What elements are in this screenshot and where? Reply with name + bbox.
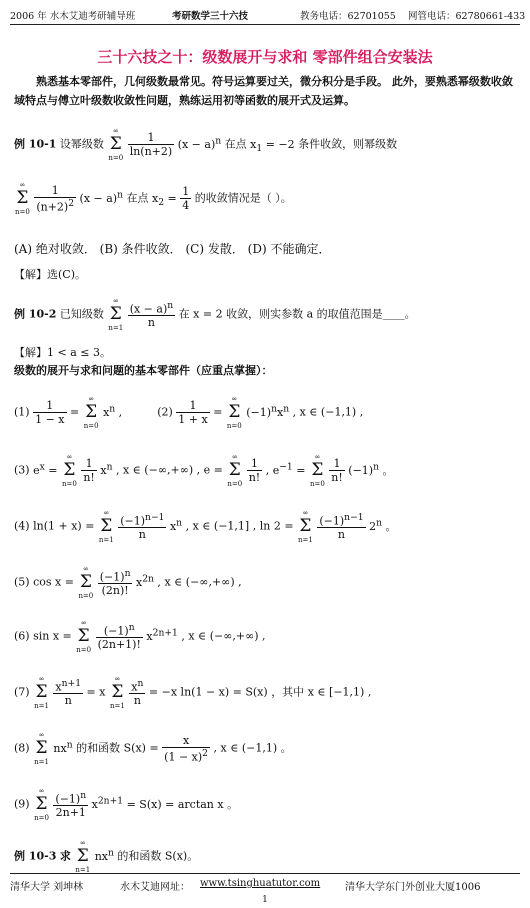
math: ln(1 + x) = [33, 519, 95, 533]
item-number: (8) [14, 741, 30, 755]
fraction: $\frac{(-1)^{n-1}}{n}$ [120, 511, 165, 542]
footer-rule [10, 873, 520, 874]
text: 的收敛情况是（ ）。 [194, 191, 292, 205]
fraction: $\frac{1}{(n+2)^2}$ [36, 183, 75, 214]
fraction: $\frac{1}{1 - x}$ [35, 399, 65, 426]
page-header [10, 6, 526, 24]
math: $(x - a)^n$ [177, 134, 222, 151]
formula-1-2: (1) $\frac{1}{1 - x}$ = ∞ Σ n=0 $x^n$ , (2) $\frac{1}{1 + x}$ = ∞ Σ n=0 $(-1)^nx^n$ , x ∈ (−1,1) , [14, 395, 364, 430]
fraction: $\frac{x}{(1 - x)^2}$ [164, 733, 208, 764]
fraction: $\frac{(-1)^{n-1}}{n}$ [319, 511, 364, 542]
math: $x^{2n+1} = S(x) = \arctan x$ 。 [91, 794, 239, 811]
interval: x ∈ (−∞,+∞) , [122, 463, 201, 477]
footer-url-link[interactable]: www.tsinghuatutor.com [200, 878, 321, 889]
math: ln 2 = [259, 519, 294, 533]
interval: x ∈ (−1,1) 。 [220, 741, 292, 755]
interval: x ∈ (−∞,+∞) , [188, 629, 266, 643]
page-number: 1 [262, 895, 268, 905]
example-10-1-line2 [14, 180, 518, 217]
fraction: $\frac{1}{4}$ [182, 185, 190, 212]
formula-5 [14, 564, 518, 601]
footer-right: 清华大学东门外创业大厦1006 [345, 882, 481, 893]
formula-6 [14, 618, 518, 655]
interval: x ∈ (−1,1) , [299, 405, 364, 419]
item-number: (7) [14, 685, 30, 699]
header-center: 考研数学三十六技 [172, 11, 249, 22]
text: 在点 [126, 191, 149, 205]
text: 的取值范围是____。 [316, 307, 416, 321]
item-number: (3) [14, 463, 30, 477]
math: $x_2$ = [152, 191, 177, 208]
math: $e^x$ = [33, 460, 58, 477]
formula-9 [14, 786, 518, 823]
formula-7 [14, 674, 518, 711]
sum-symbol: ∞ Σ n=0 [15, 181, 30, 216]
math: e = [203, 463, 223, 477]
fraction: $\frac{x^{n+1}}{n}$ [55, 677, 82, 708]
fraction: $\frac{(-1)^n}{(2n+1)!}$ [97, 621, 141, 652]
example-label: 例 10-2 [14, 307, 57, 321]
sum-symbol: ∞ Σ n=1 [34, 675, 49, 710]
page-title: 三十六技之十：级数展开与求和 零部件组合安装法 [97, 48, 433, 66]
sum-symbol: ∞ Σ n=0 [34, 787, 49, 822]
sum-symbol: ∞ Σ n=0 [227, 453, 243, 488]
sum-symbol: ∞ Σ n=1 [298, 509, 313, 544]
text: 设幂级数 [59, 137, 104, 151]
example-10-2-answer: 【解】1 < a ≤ 3。 [14, 346, 111, 359]
math: $(x - a)^n$ [79, 188, 124, 205]
math: a [306, 307, 314, 321]
math: S(x)。 [164, 849, 199, 863]
text: 条件收敛，则幂级数 [298, 137, 398, 151]
header-rule [10, 24, 520, 25]
math: 2$^n$ 。 [369, 516, 397, 533]
fraction: $\frac{1}{n!}$ [248, 457, 261, 484]
sum-symbol: ∞ Σ n=0 [76, 619, 92, 654]
math: cos x = [33, 575, 74, 589]
math: $x^n$ , [169, 516, 190, 533]
item-number: (5) [14, 575, 30, 589]
math: $x^{2n+1}$ , [146, 626, 185, 643]
fraction: $\frac{1}{\ln(n+2)}$ [129, 131, 173, 158]
math: $x_1 = -2$ [250, 137, 295, 154]
example-10-3-line [14, 838, 518, 875]
sum-symbol: ∞ Σ n=1 [34, 731, 49, 766]
text: 求 [59, 849, 71, 863]
math: x = 2 [193, 307, 223, 321]
example-label: 例 10-1 [14, 137, 57, 151]
header-left: 2006 年 水木艾迪考研辅导班 [10, 11, 136, 22]
text: 在 [178, 307, 190, 321]
sum-symbol: ∞ Σ n=0 [309, 453, 325, 488]
item-number: (2) [157, 405, 173, 419]
sum-symbol: ∞ Σ n=0 [62, 453, 77, 488]
footer-url-label: 水木艾迪网址： [120, 882, 190, 893]
math: = x [86, 685, 106, 699]
math: $nx^n$ [94, 846, 114, 863]
item-number: (9) [14, 797, 30, 811]
sum-symbol: ∞ Σ n=0 [226, 395, 242, 430]
interval: x ∈ [−1,1) , [307, 685, 372, 699]
fraction: $\frac{x^n}{n}$ [131, 677, 144, 708]
fraction: $\frac{(x - a)^n}{n}$ [129, 299, 174, 330]
sum-symbol: ∞ Σ n=1 [98, 509, 114, 544]
fraction: $\frac{1}{n!}$ [331, 457, 343, 484]
intro-paragraph: 熟悉基本零部件，几何级数最常见。符号运算要过关，微分积分是手段。 此外，要熟悉幂级数收敛域特点与傅立叶级数收敛性问题，熟练运用初等函数的展开式及运算。 [14, 75, 513, 107]
example-label: 例 10-3 [14, 849, 57, 863]
item-number: (4) [14, 519, 30, 533]
formula-3 [14, 452, 518, 489]
math: sin x = [33, 629, 72, 643]
example-10-1-line1 [14, 126, 518, 163]
sum-symbol: ∞ Σ n=0 [83, 395, 99, 430]
section-heading: 级数的展开与求和问题的基本零部件（应重点掌握）： [14, 364, 273, 377]
fraction: $\frac{(-1)^n}{(2n)!}$ [99, 567, 131, 598]
sum-symbol: ∞ Σ n=1 [75, 839, 91, 874]
sum-symbol: ∞ Σ n=1 [109, 675, 125, 710]
text: 在点 [224, 137, 247, 151]
formula-8 [14, 730, 518, 767]
text: 收敛，则实参数 [226, 307, 304, 321]
math: , $e^{-1}$ = [265, 460, 306, 477]
math: = −x ln(1 − x) = S(x) [148, 685, 268, 699]
math: $x^{2n}$ , [135, 572, 161, 589]
fraction: $\frac{1}{1 + x}$ [178, 399, 208, 426]
text: 已知级数 [59, 307, 104, 321]
example-10-2-line [14, 296, 518, 333]
text: 的和函数 [76, 741, 121, 755]
fraction: $\frac{(-1)^n}{2n+1}$ [55, 789, 87, 820]
math: S(x) = [123, 741, 159, 755]
sum-symbol: ∞ Σ n=1 [108, 297, 124, 332]
example-10-1-options: (A) 绝对收敛． (B) 条件收敛． (C) 发散． (D) 不能确定． [14, 242, 331, 256]
math: $nx^n$ [53, 738, 73, 755]
interval: x ∈ (−1,1] , [192, 519, 257, 533]
header-phone: 教务电话：62701055 [300, 11, 396, 22]
example-10-1-answer: 【解】选(C)。 [14, 268, 86, 281]
footer-left: 清华大学 刘坤林 [10, 882, 84, 893]
math: $x^n$ , [100, 460, 120, 477]
item-number: (1) [14, 405, 30, 419]
math: $x^n$ , [103, 402, 123, 419]
item-number: (6) [14, 629, 30, 643]
interval: x ∈ (−∞,+∞) , [164, 575, 242, 589]
math: $(-1)^n$ 。 [348, 460, 394, 477]
text: 的和函数 [117, 849, 162, 863]
text: ，其中 [271, 685, 305, 699]
header-web-phone: 网管电话：62780661-433 [408, 11, 526, 22]
formula-4 [14, 508, 518, 545]
sum-symbol: ∞ Σ n=0 [108, 127, 124, 162]
math: , [213, 741, 217, 755]
sum-symbol: ∞ Σ n=0 [78, 565, 94, 600]
fraction: $\frac{1}{n!}$ [83, 457, 95, 484]
math: $(-1)^nx^n$ , [246, 402, 297, 419]
